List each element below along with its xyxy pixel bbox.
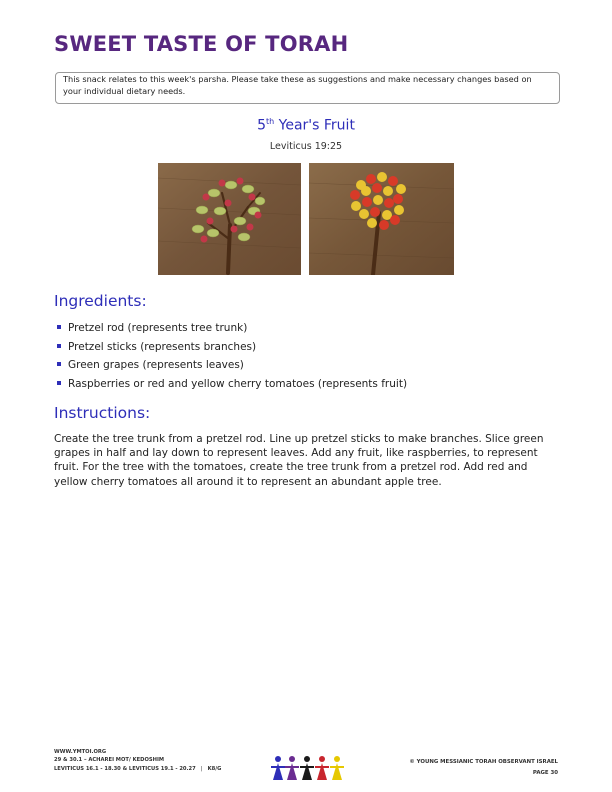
footer-portion: 29 & 30.1 – ACHAREI MOT/ KEDOSHIM (54, 757, 165, 764)
instructions-text: Create the tree trunk from a pretzel rod. Line up pretzel sticks to make branches. Slice green grapes in half and lay down to represent leaves. Add any fruit, like raspberries, to represent fruit. For the tree with the tomatoes, create the tree trunk from a pretzel rod. Add red and yellow cherry tomatoes all around it to represent an abundant apple tree. (54, 433, 544, 488)
bullet-icon (57, 362, 61, 366)
grape-tree-photo (158, 163, 301, 275)
footer-readings: LEVITICUS 16.1 - 18.30 & LEVITICUS 19.1 - 20.27 (54, 765, 196, 772)
recipe-title (0, 117, 612, 134)
footer-info (54, 748, 221, 773)
page-number: PAGE 30 (532, 770, 558, 776)
scripture-reference: Leviticus 19:25 (269, 141, 343, 152)
ingredients-list (54, 319, 407, 393)
list-item (54, 356, 407, 375)
dietary-notice: This snack relates to this week's parsha. Please take these as suggestions and make necessary changes based on your individual dietary needs. (55, 72, 560, 104)
footer-right (409, 757, 558, 779)
footer-organization: © YOUNG MESSIANIC TORAH OBSERVANT ISRAEL (409, 759, 558, 765)
ingredient-text: Pretzel rod (represents tree trunk) (68, 322, 248, 334)
list-item (54, 338, 407, 357)
ingredient-text: Pretzel sticks (represents branches) (68, 340, 257, 353)
footer-separator: | (200, 765, 203, 772)
bullet-icon (57, 381, 61, 385)
recipe-title-ordinal: th (265, 117, 275, 126)
recipe-title-number: 5 (257, 117, 266, 134)
list-item (54, 375, 407, 394)
ingredient-text: Green grapes (represents leaves) (68, 359, 244, 372)
instructions-heading: Instructions: (54, 404, 151, 422)
figure-icon (271, 756, 285, 780)
recipe-title-text: Year's Fruit (274, 117, 355, 134)
bullet-icon (57, 325, 61, 329)
page-title: SWEET TASTE OF TORAH (54, 32, 349, 56)
tomato-tree-photo (309, 163, 454, 275)
footer-grades: K8/G (207, 765, 222, 772)
ingredient-text: Raspberries or red and yellow cherry tomatoes (represents fruit) (68, 377, 408, 390)
organization-logo (270, 752, 346, 782)
bullet-icon (57, 344, 61, 348)
list-item (54, 319, 407, 338)
ingredients-heading: Ingredients: (54, 292, 147, 310)
footer-readings-line (54, 765, 221, 773)
footer-website[interactable]: WWW.YMTOI.ORG (54, 749, 107, 755)
